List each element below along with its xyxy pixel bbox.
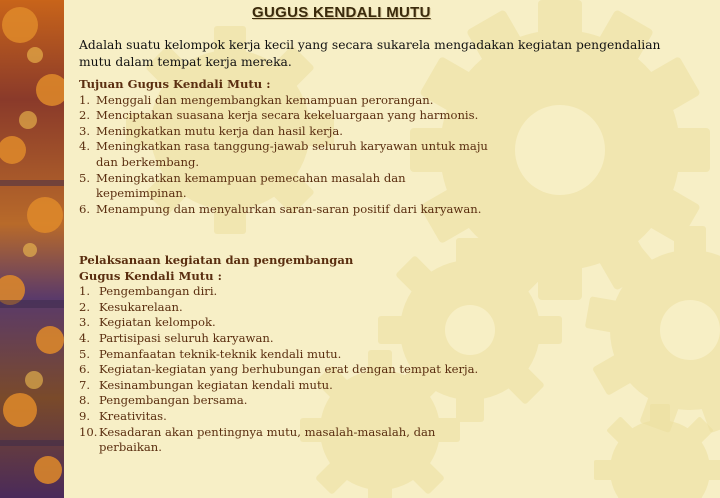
page-title: GUGUS KENDALI MUTU xyxy=(252,4,431,21)
tujuan-section xyxy=(79,77,499,217)
list-item xyxy=(79,315,499,331)
list-item-text: Pengembangan diri. xyxy=(99,284,218,299)
list-item xyxy=(79,284,499,300)
list-item-text: Kesadaran akan pentingnya mutu, masalah-masalah, dan perbaikan. xyxy=(99,424,436,455)
pelaksanaan-heading-line1: Pelaksanaan kegiatan dan pengembangan xyxy=(79,253,354,267)
list-item-text: Pengembangan bersama. xyxy=(99,393,248,408)
list-item-number: 1. xyxy=(79,284,91,299)
list-item-text: Kesukarelaan. xyxy=(99,299,183,314)
list-item-text: Meningkatkan kemampuan pemecahan masalah dan kepemimpinan. xyxy=(96,170,406,201)
list-item-number: 10. xyxy=(79,424,98,439)
list-item xyxy=(79,362,499,378)
list-item-number: 6. xyxy=(79,201,91,216)
list-item-text: Menggali dan mengembangkan kemampuan perorangan. xyxy=(96,92,434,107)
list-item-number: 4. xyxy=(79,330,91,345)
list-item-text: Kegiatan kelompok. xyxy=(99,315,216,330)
list-item-number: 9. xyxy=(79,408,91,423)
list-item-text: Menciptakan suasana kerja secara kekeluargaan yang harmonis. xyxy=(96,108,479,123)
list-item xyxy=(79,393,499,409)
pelaksanaan-heading-line2: Gugus Kendali Mutu : xyxy=(79,268,222,283)
list-item xyxy=(79,171,499,202)
list-item-number: 2. xyxy=(79,299,91,314)
list-item xyxy=(79,409,499,425)
list-item-number: 6. xyxy=(79,362,91,377)
list-item xyxy=(79,378,499,394)
list-item-text: Kreativitas. xyxy=(99,408,167,423)
list-item xyxy=(79,300,499,316)
list-item-text: Kegiatan-kegiatan yang berhubungan erat dengan tempat kerja. xyxy=(99,362,479,377)
list-item-text: Meningkatkan mutu kerja dan hasil kerja. xyxy=(96,123,343,138)
list-item-number: 8. xyxy=(79,393,91,408)
list-item xyxy=(79,108,499,124)
list-item xyxy=(79,139,499,170)
tujuan-list xyxy=(79,93,499,218)
tujuan-heading: Tujuan Gugus Kendali Mutu : xyxy=(79,77,271,91)
list-item-number: 5. xyxy=(79,170,91,185)
list-item-number: 1. xyxy=(79,92,91,107)
list-item-text: Menampung dan menyalurkan saran-saran positif dari karyawan. xyxy=(96,201,482,216)
list-item-number: 3. xyxy=(79,123,91,138)
list-item-text: Meningkatkan rasa tanggung-jawab seluruh karyawan untuk maju dan berkembang. xyxy=(96,139,488,169)
pelaksanaan-section xyxy=(79,253,499,456)
list-item-number: 7. xyxy=(79,377,91,392)
list-item xyxy=(79,202,499,218)
list-item xyxy=(79,93,499,109)
pelaksanaan-list xyxy=(79,284,499,456)
list-item-number: 4. xyxy=(79,139,91,154)
list-item-text: Partisipasi seluruh karyawan. xyxy=(99,330,274,345)
list-item xyxy=(79,331,499,347)
list-item-text: Kesinambungan kegiatan kendali mutu. xyxy=(99,377,333,392)
list-item xyxy=(79,347,499,363)
list-item-number: 5. xyxy=(79,346,91,361)
list-item-text: Pemanfaatan teknik-teknik kendali mutu. xyxy=(99,346,342,361)
list-item xyxy=(79,124,499,140)
intro-paragraph: Adalah suatu kelompok kerja kecil yang secara sukarela mengadakan kegiatan pengendalian mutu dalam tempat kerja mereka. xyxy=(79,38,661,69)
list-item xyxy=(79,425,499,456)
list-item-number: 3. xyxy=(79,315,91,330)
list-item-number: 2. xyxy=(79,108,91,123)
